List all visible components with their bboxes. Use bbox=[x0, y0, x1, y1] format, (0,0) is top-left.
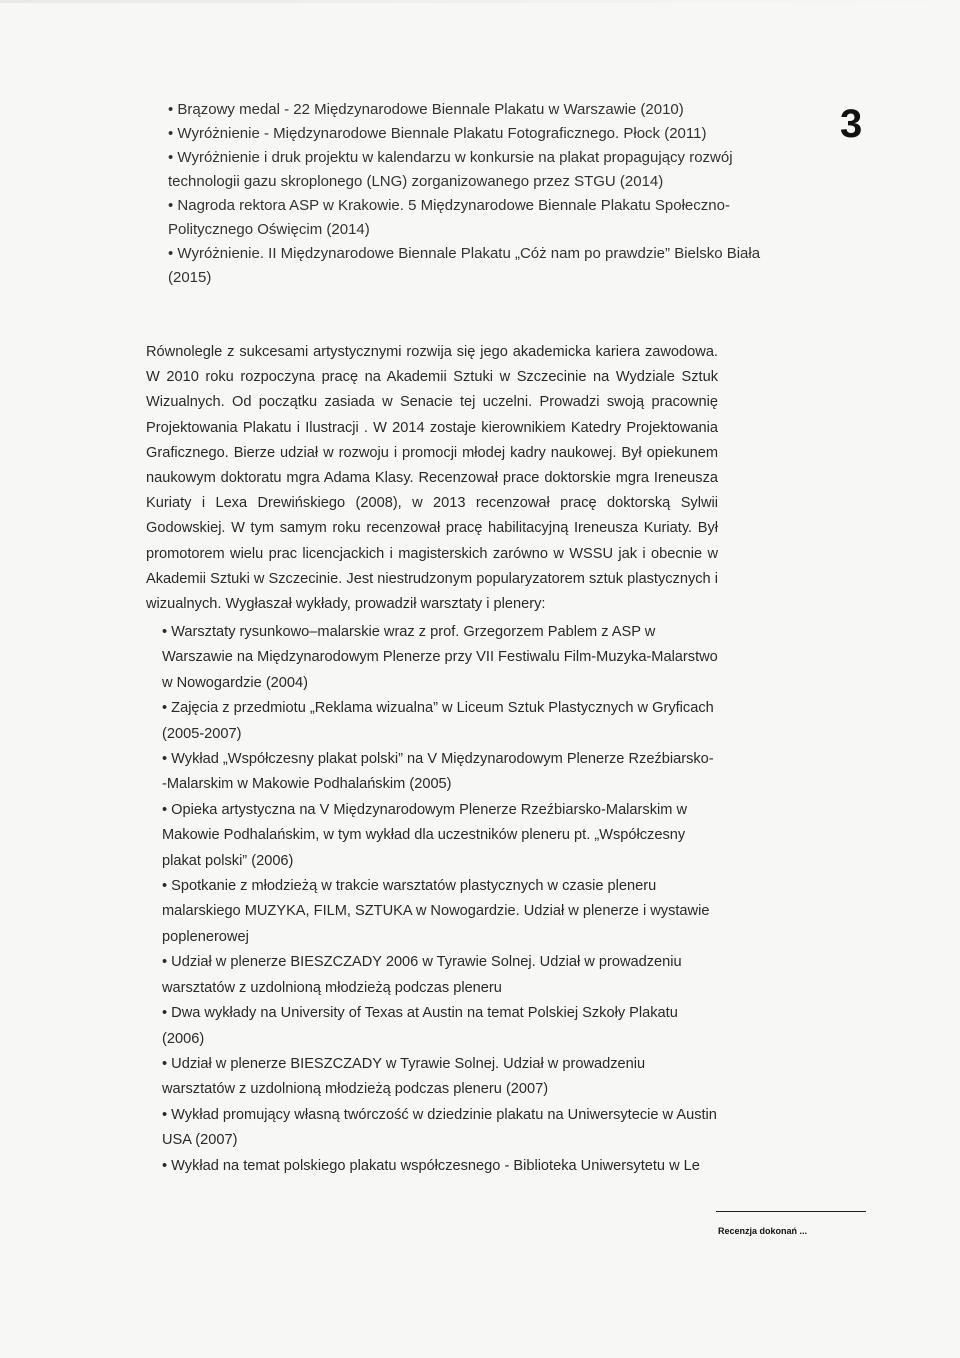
footer-rule bbox=[716, 1211, 866, 1212]
award-item: • Wyróżnienie i druk projektu w kalendarzu w konkursie na plakat propagujący rozwój technologii gazu skroplonego (LNG) zorganizowanego przez STGU (2014) bbox=[168, 149, 733, 190]
award-item: • Brązowy medal - 22 Międzynarodowe Biennale Plakatu w Warszawie (2010) bbox=[168, 101, 684, 118]
activity-item: • Zajęcia z przedmiotu „Reklama wizualna” w Liceum Sztuk Plastycznych w Gryficach (2005-2007) bbox=[162, 700, 714, 742]
award-item: • Wyróżnienie. II Międzynarodowe Biennale Plakatu „Cóż nam po prawdzie” Bielsko Biała (2015) bbox=[168, 245, 761, 286]
award-item: • Nagroda rektora ASP w Krakowie. 5 Międzynarodowe Biennale Plakatu Społeczno-Politycznego Oświęcim (2014) bbox=[168, 197, 730, 238]
activity-item: • Dwa wykłady na University of Texas at Austin na temat Polskiej Szkoły Plakatu (2006) bbox=[162, 1005, 678, 1047]
activity-item: • Opieka artystyczna na V Międzynarodowym Plenerze Rzeźbiarsko-Malarskim w Makowie Podhalańskim, w tym wykład dla uczestników pleneru pt. „Współczesny plakat polski” (2006) bbox=[162, 801, 687, 869]
career-paragraph-block bbox=[146, 340, 718, 617]
activity-item: • Wykład promujący własną twórczość w dziedzinie plakatu na Uniwersytecie w Austin USA (2007) bbox=[162, 1106, 717, 1149]
scan-edge bbox=[0, 0, 960, 3]
career-paragraph: Równolegle z sukcesami artystycznymi rozwija się jego akademicka kariera zawodowa. W 2010 roku rozpoczyna pracę na Akademii Sztuki w Szczecinie na Wydziale Sztuk Wizualnych. Od początku zasiada w Senacie tej uczelni. Prowadzi swoją pracownię Projektowania Plakatu i Ilustracji . W 2014 zostaje kierownikiem Katedry Projektowania Graficznego. Bierze udział w rozwoju i promocji młodej kadry naukowej. Był opiekunem naukowym doktoratu mgra Adama Klasy. Recenzował prace doktorskie mgra Ireneusza Kuriaty i Lexa Drewińskiego (2008), w 2013 recenzował pracę doktorską Sylwii Godowskiej. W tym samym roku recenzował pracę habilitacyjną Ireneusza Kuriaty. Był promotorem wielu prac licencjackich i magisterskich zarówno w WSSU jak i obecnie w Akademii Sztuki w Szczecinie. Jest niestrudzonym popularyzatorem sztuk plastycznych i wizualnych. Wygłaszał wykłady, prowadził warsztaty i plenery: bbox=[146, 344, 718, 613]
running-footer: Recenzja dokonań ... bbox=[718, 1226, 808, 1236]
award-item: • Wyróżnienie - Międzynarodowe Biennale Plakatu Fotograficznego. Płock (2011) bbox=[168, 125, 707, 142]
activity-item: • Wykład „Współczesny plakat polski” na V Międzynarodowym Plenerze Rzeźbiarsko--Malarskim w Makowie Podhalańskim (2005) bbox=[162, 751, 714, 793]
activity-item: • Spotkanie z młodzieżą w trakcie warsztatów plastycznych w czasie pleneru malarskiego MUZYKA, FILM, SZTUKA w Nowogardzie. Udział w plenerze i wystawie poplenerowej bbox=[162, 878, 710, 945]
activity-item: • Udział w plenerze BIESZCZADY 2006 w Tyrawie Solnej. Udział w prowadzeniu warsztatów z uzdolnioną młodzieżą podczas pleneru bbox=[162, 954, 682, 996]
page-number: 3 bbox=[840, 102, 863, 146]
awards-list bbox=[168, 98, 778, 290]
activity-item: • Warsztaty rysunkowo–malarskie wraz z prof. Grzegorzem Pablem z ASP w Warszawie na Międzynarodowym Plenerze przy VII Festiwalu Film-Muzyka-Malarstwo w Nowogardzie (2004) bbox=[162, 624, 718, 691]
activity-item: • Wykład na temat polskiego plakatu współczesnego - Biblioteka Uniwersytetu w Le bbox=[162, 1157, 700, 1174]
activity-item: • Udział w plenerze BIESZCZADY w Tyrawie Solnej. Udział w prowadzeniu warsztatów z uzdolnioną młodzieżą podczas pleneru (2007) bbox=[162, 1055, 646, 1098]
activities-list bbox=[162, 620, 718, 1179]
